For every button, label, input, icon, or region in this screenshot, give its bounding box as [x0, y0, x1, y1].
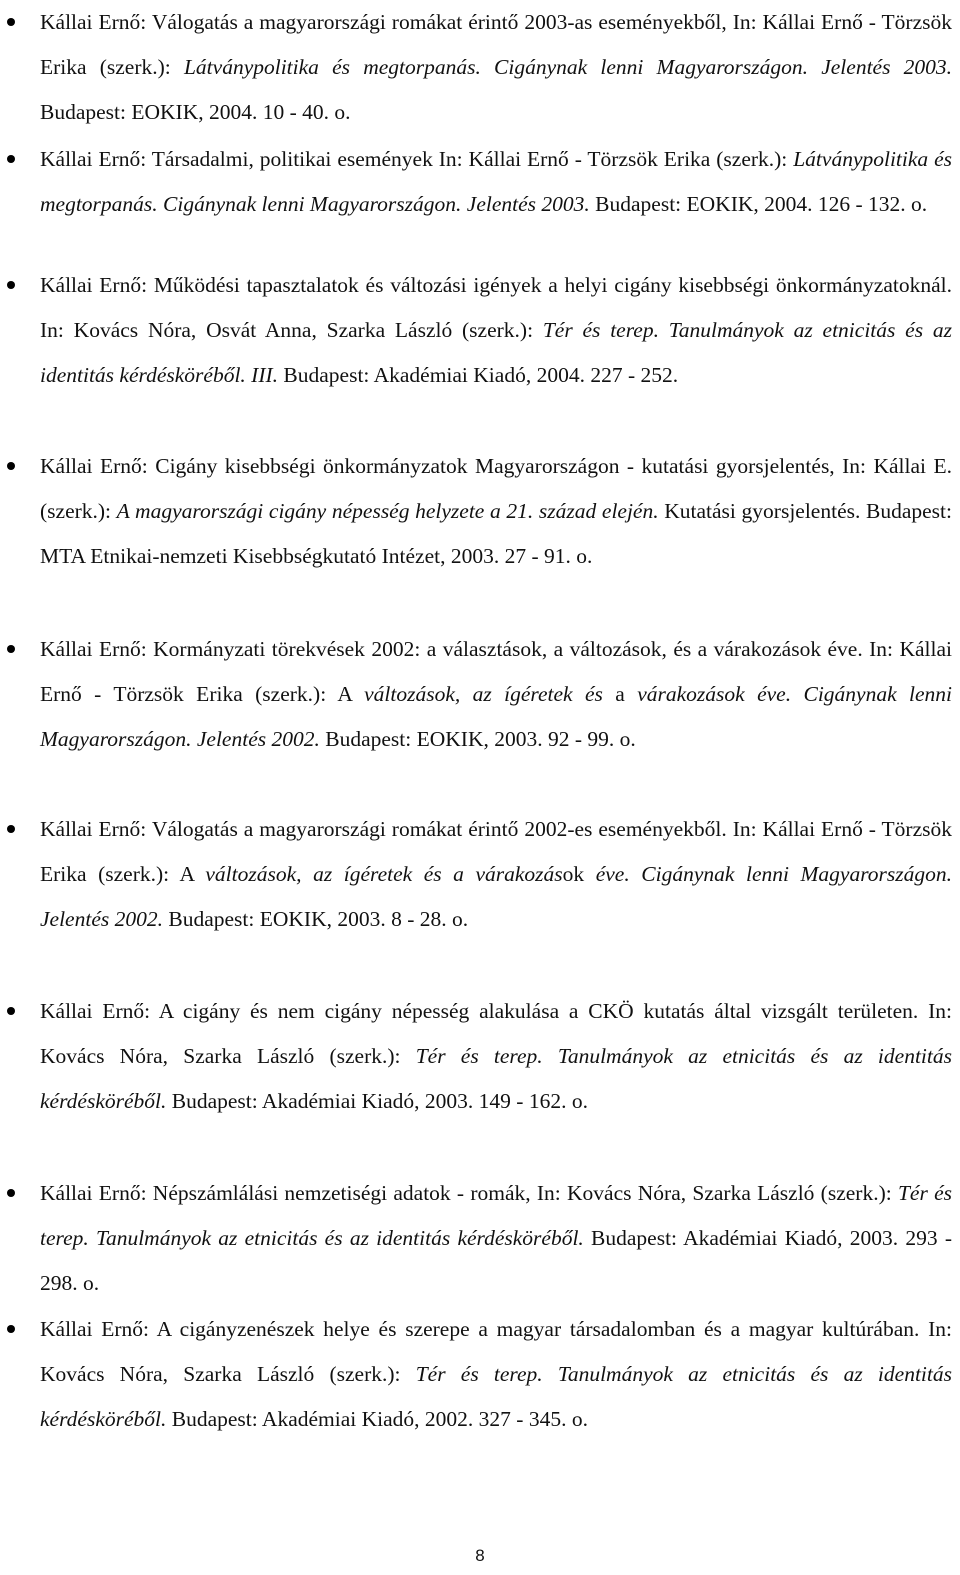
entry-text: Kállai Ernő: Válogatás a magyarországi romákat érintő 2002-es eseményekből. In: Kállai Ernő - Törzsök Erika (szerk.): A: [40, 817, 952, 887]
bullet-icon: [7, 1189, 15, 1197]
entry-text: Kállai Ernő: Működési tapasztalatok és változási igények a helyi cigány kisebbségi önkormányzatoknál. In: Kovács Nóra, Osvát Anna, Szarka László (szerk.):: [40, 273, 952, 343]
bullet-icon: [7, 1007, 15, 1015]
bullet-icon: [7, 155, 15, 163]
entry-title-text: várakozások éve. Cigánynak lenni Magyarországon. Jelentés 2002.: [40, 682, 953, 752]
bullet-icon: [7, 825, 15, 833]
bullet-icon: [7, 645, 15, 653]
entry-title-text: Tér és terep. Tanulmányok az etnicitás és az identitás kérdésköréből. III.: [40, 318, 953, 388]
bibliography-entry: [40, 0, 952, 136]
entry-title-text: Tér és terep. Tanulmányok az etnicitás és az identitás kérdésköréből.: [40, 1044, 952, 1114]
bibliography-entry: [40, 263, 952, 399]
entry-text: ok: [562, 862, 596, 887]
entry-title-text: A magyarországi cigány népesség helyzete a 21. század elején.: [116, 499, 659, 524]
entry-text: Kállai Ernő: A cigányzenészek helye és szerepe a magyar társadalomban és a magyar kultúrában. In: Kovács Nóra, Szarka László (szerk.):: [40, 1317, 952, 1387]
entry-text: Kállai Ernő: Népszámlálási nemzetiségi adatok - romák, In: Kovács Nóra, Szarka László (szerk.):: [40, 1181, 898, 1205]
entry-title-text: változások, az ígéretek és a várakozás: [205, 862, 563, 887]
entry-text: Budapest: EOKIK, 2004. 10 - 40. o.: [40, 100, 351, 125]
page-number: 8: [475, 1546, 485, 1565]
entry-text: Kállai Ernő: A cigány és nem cigány népesség alakulása a CKÖ kutatás által vizsgált területen. In: Kovács Nóra, Szarka László (szerk.):: [40, 999, 952, 1069]
entry-text: Budapest: Akadémiai Kiadó, 2004. 227 - 252.: [278, 363, 679, 388]
entry-text: a: [602, 682, 638, 707]
entry-text: Budapest: Akadémiai Kiadó, 2002. 327 - 345. o.: [166, 1407, 588, 1432]
entry-text: Kállai Ernő: Kormányzati törekvések 2002: a választások, a változások, és a várakozások éve. In: Kállai Ernő - Törzsök Erika (szerk.): A: [40, 637, 952, 707]
entry-title-text: éve. Cigánynak lenni Magyarországon. Jelentés 2002.: [40, 862, 952, 932]
bullet-icon: [7, 281, 15, 289]
bullet-icon: [7, 462, 15, 470]
entry-title-text: Tér és terep. Tanulmányok az etnicitás és az identitás kérdésköréből.: [40, 1181, 952, 1251]
bibliography-entry: [40, 807, 952, 943]
bibliography-entry: [40, 627, 952, 763]
bullet-icon: [7, 18, 15, 26]
entry-title-text: változások, az ígéretek és: [364, 682, 603, 707]
entry-text: Budapest: EOKIK, 2003. 92 - 99. o.: [319, 727, 636, 752]
entry-text: Kutatási gyorsjelentés. Budapest: MTA Etnikai-nemzeti Kisebbségkutató Intézet, 2003. 27 - 91. o.: [40, 499, 952, 569]
entry-text: Budapest: EOKIK, 2004. 126 - 132. o.: [589, 192, 928, 217]
entry-text: Budapest: Akadémiai Kiadó, 2003. 149 - 162. o.: [166, 1089, 588, 1114]
entry-text: Budapest: Akadémiai Kiadó, 2003. 293 - 298. o.: [40, 1226, 952, 1296]
entry-text: Kállai Ernő: Cigány kisebbségi önkormányzatok Magyarországon - kutatási gyorsjelentés, In: Kállai E. (szerk.):: [40, 454, 952, 524]
entry-text: Budapest: EOKIK, 2003. 8 - 28. o.: [163, 907, 469, 932]
bibliography-entry: [40, 989, 952, 1125]
entry-title-text: Látványpolitika és megtorpanás. Cigánynak lenni Magyarországon. Jelentés 2003.: [40, 147, 952, 217]
entry-text: Kállai Ernő: Válogatás a magyarországi romákat érintő 2003-as eseményekből, In: Kállai Ernő - Törzsök Erika (szerk.):: [40, 10, 952, 80]
entry-title-text: Tér és terep. Tanulmányok az etnicitás és az identitás kérdésköréből.: [40, 1362, 952, 1432]
bullet-icon: [7, 1325, 15, 1333]
bibliography-entry: [40, 444, 952, 580]
entry-text: Kállai Ernő: Társadalmi, politikai események In: Kállai Ernő - Törzsök Erika (szerk.):: [40, 147, 794, 171]
entry-title-text: Látványpolitika és megtorpanás. Cigánynak lenni Magyarországon. Jelentés 2003.: [183, 55, 953, 80]
bibliography-entry: [40, 137, 952, 227]
bibliography-entry: [40, 1171, 952, 1307]
bibliography-entry: [40, 1307, 952, 1443]
